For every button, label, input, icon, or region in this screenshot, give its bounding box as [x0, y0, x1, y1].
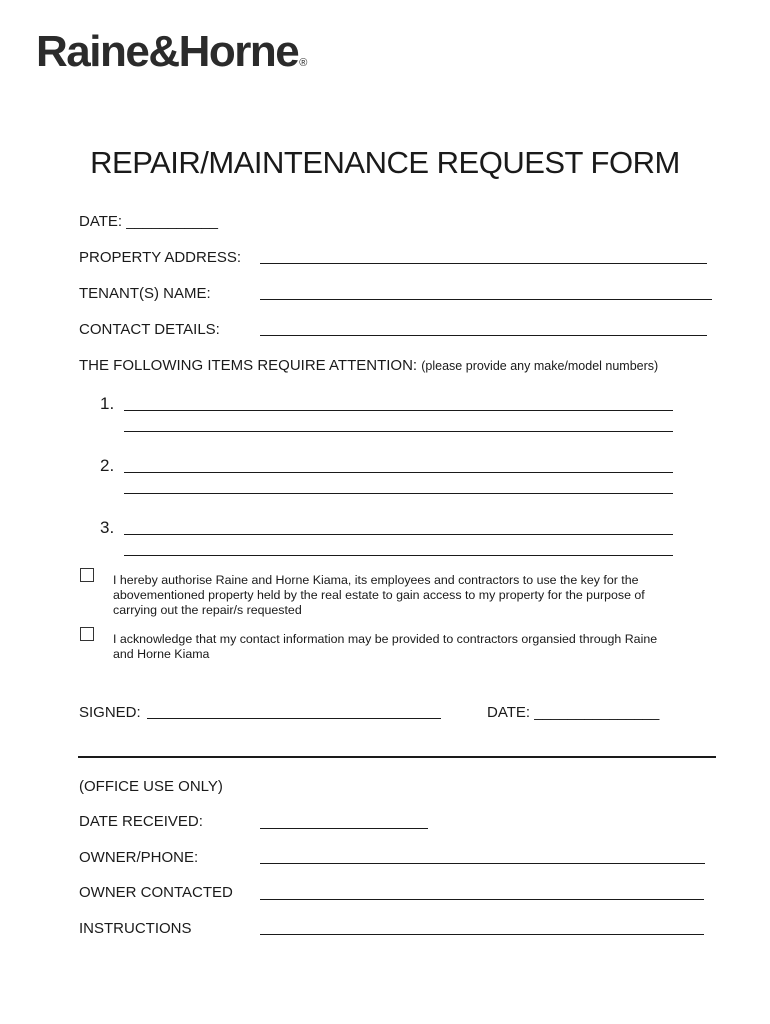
attention-note: (please provide any make/model numbers)	[421, 359, 659, 373]
acknowledge-checkbox[interactable]	[80, 627, 94, 641]
signature-field[interactable]	[147, 718, 441, 719]
owner-phone-label: OWNER/PHONE:	[79, 849, 199, 866]
item-3-line-1[interactable]	[124, 534, 673, 535]
authorise-text: I hereby authorise Raine and Horne Kiama, its employees and contractors to use the key for the abovementioned property held by the real estate to gain access to my property for the purpose of carrying out the repair/s requested	[113, 573, 645, 617]
attention-label: THE FOLLOWING ITEMS REQUIRE ATTENTION:	[79, 357, 418, 374]
contact-details-field[interactable]	[260, 335, 707, 336]
property-address-field[interactable]	[260, 263, 707, 264]
section-divider	[78, 756, 716, 758]
instructions-label: INSTRUCTIONS	[79, 920, 192, 937]
company-logo	[36, 27, 308, 76]
date-received-field[interactable]	[260, 828, 428, 829]
tenants-name-label: TENANT(S) NAME:	[79, 285, 211, 302]
item-number: 3.	[100, 518, 115, 537]
acknowledge-text: I acknowledge that my contact information may be provided to contractors organsied through Raine and Horne Kiama	[113, 632, 658, 661]
attention-heading	[79, 357, 658, 374]
item-1-line-2[interactable]	[124, 431, 673, 432]
item-number: 2.	[100, 456, 115, 475]
item-1-line-1[interactable]	[124, 410, 673, 411]
item-3-line-2[interactable]	[124, 555, 673, 556]
owner-contacted-label: OWNER CONTACTED	[79, 884, 233, 901]
office-use-heading: (OFFICE USE ONLY)	[79, 778, 223, 795]
signed-date-label: DATE: _______________	[487, 704, 660, 721]
item-2-line-2[interactable]	[124, 493, 673, 494]
property-address-label: PROPERTY ADDRESS:	[79, 249, 241, 266]
contact-details-label: CONTACT DETAILS:	[79, 321, 220, 338]
item-number: 1.	[100, 394, 115, 413]
date-label: DATE: ___________	[79, 213, 218, 230]
owner-contacted-field[interactable]	[260, 899, 704, 900]
item-2-line-1[interactable]	[124, 472, 673, 473]
authorise-checkbox[interactable]	[80, 568, 94, 582]
instructions-field[interactable]	[260, 934, 704, 935]
logo-text: Raine&Horne	[36, 27, 299, 76]
form-title: REPAIR/MAINTENANCE REQUEST FORM	[90, 145, 680, 180]
signed-label: SIGNED:	[79, 704, 141, 721]
owner-phone-field[interactable]	[260, 863, 705, 864]
signed-date-field[interactable]	[535, 704, 670, 722]
registered-mark: ®	[299, 57, 308, 69]
date-field[interactable]	[133, 213, 229, 231]
tenants-name-field[interactable]	[260, 299, 712, 300]
date-received-label: DATE RECEIVED:	[79, 813, 203, 830]
